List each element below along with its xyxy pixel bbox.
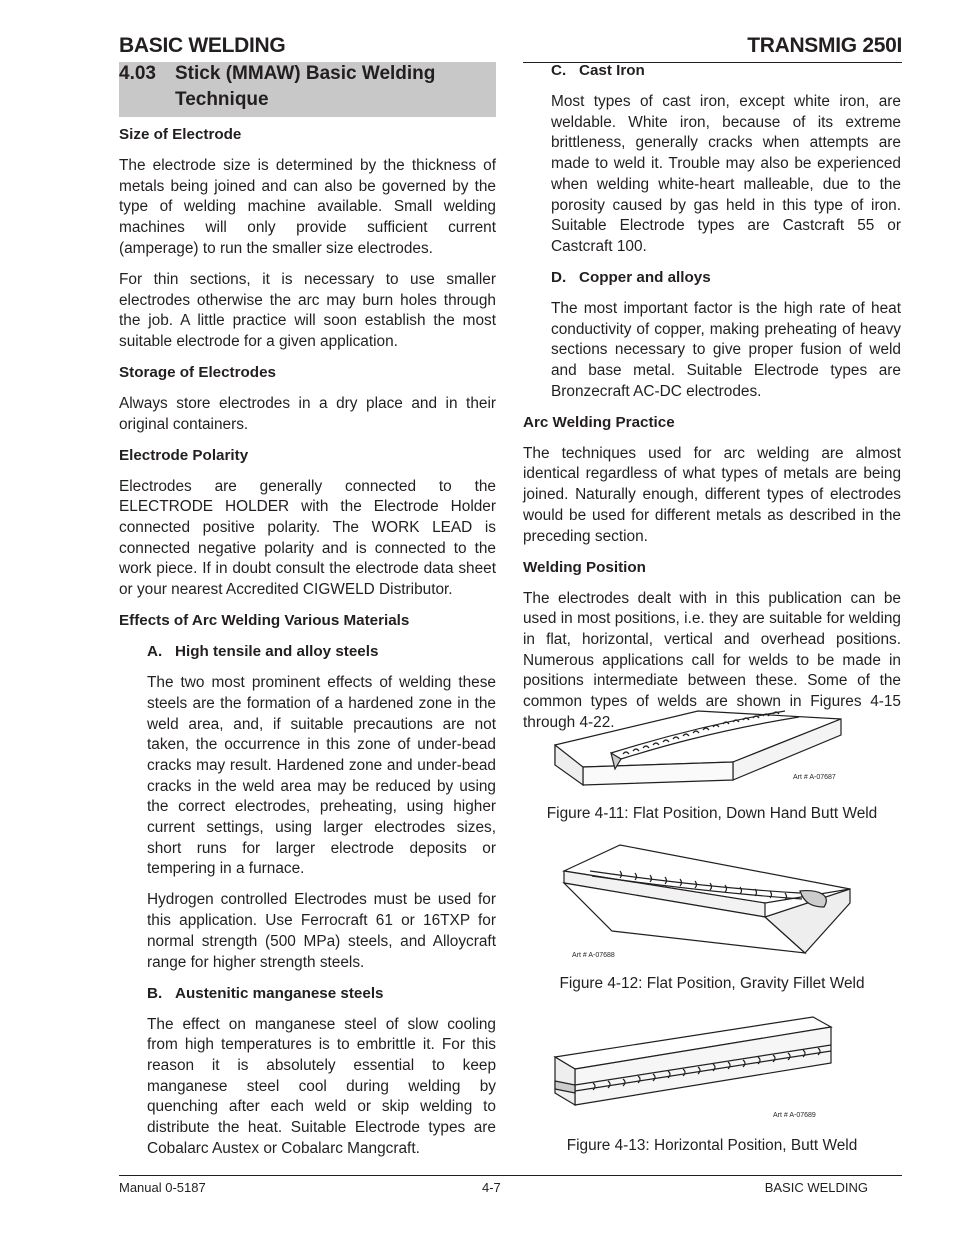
figure-butt-weld-illustration — [553, 707, 853, 792]
subheading-b — [119, 984, 496, 1005]
paragraph: Hydrogen controlled Electrodes must be used for this application. Use Ferrocraft 61 or 16TXP for normal strength (500 MPa) steels, and Alloycraft range for higher strength steels. — [147, 891, 496, 971]
subheading-text: Copper and alloys — [579, 268, 711, 286]
heading-effects: Effects of Arc Welding Various Materials — [119, 612, 410, 630]
paragraph: The most important factor is the high rate of heat conductivity of copper, making preheating of heavy sections necessary to give proper fusion of weld and base metal. Suitable Electrode types are Bronzecraft AC-DC electrodes. — [551, 299, 901, 400]
section-title — [119, 61, 496, 113]
subheading-text: Austenitic manganese steels — [175, 984, 384, 1002]
section-number: 4.03 — [119, 63, 156, 84]
heading-polarity: Electrode Polarity — [119, 446, 249, 464]
subheading-text: High tensile and alloy steels — [175, 643, 379, 661]
figure-caption: Figure 4-12: Flat Position, Gravity Fillet Weld — [559, 975, 865, 992]
footer-rule — [119, 1175, 902, 1176]
paragraph: Always store electrodes in a dry place and in their original containers. — [119, 394, 496, 433]
paragraph: The electrode size is determined by the thickness of metals being joined and can also be governed by the type of welding machine available. Small welding machines will only provide sufficient current (amperage) to run the smaller size electrodes. — [119, 157, 496, 257]
paragraph: The two most prominent effects of welding these steels are the formation of a hardened zone in the weld area, and, if suitable precautions are not taken, the occurrence in this zone of under-bead cracks may result. Hardened zone and under-bead cracks in the weld area may be reduced by using the correct electrodes, preheating, using higher current settings, using larger electrodes sizes, short runs for larger electrode deposits or tempering in a furnace. — [147, 674, 496, 878]
heading-storage: Storage of Electrodes — [119, 363, 276, 381]
subheading-a — [119, 642, 496, 663]
heading-position: Welding Position — [523, 558, 646, 576]
figure-caption: Figure 4-13: Horizontal Position, Butt Weld — [566, 1137, 858, 1154]
figure-art-number: Art # A-07687 — [793, 774, 836, 781]
subheading-text: Cast Iron — [579, 62, 645, 79]
footer-manual: Manual 0-5187 — [119, 1180, 206, 1195]
header-right: TRANSMIG 250I — [747, 34, 902, 57]
paragraph: The techniques used for arc welding are almost identical regardless of what types of metals are being joined. Naturally enough, different types of electrodes would be used for different metals as described in the preceding section. — [523, 444, 901, 545]
subheading-label: B. — [147, 984, 163, 1002]
right-column — [523, 61, 901, 744]
figure-art-number: Art # A-07689 — [773, 1112, 816, 1119]
section-title-line2: Technique — [175, 89, 269, 110]
subheading-label: D. — [551, 268, 567, 286]
section-title-line1: Stick (MMAW) Basic Welding — [175, 63, 436, 84]
heading-size-of-electrode: Size of Electrode — [119, 126, 242, 143]
left-column — [119, 125, 496, 1170]
heading-practice: Arc Welding Practice — [523, 413, 675, 431]
footer-page-number: 4-7 — [482, 1180, 501, 1195]
figure-caption: Figure 4-11: Flat Position, Down Hand Butt Weld — [546, 805, 878, 822]
figure-art-number: Art # A-07688 — [572, 952, 615, 959]
paragraph: The effect on manganese steel of slow cooling from high temperatures is to embrittle it. For this reason it is absolutely essential to keep manganese steel cool during welding by quenching after each weld or skip welding to distribute the heat. Suitable Electrode types are Cobalarc Austex or Cobalarc Mangcraft. — [147, 1015, 496, 1157]
paragraph: For thin sections, it is necessary to use smaller electrodes otherwise the arc may burn holes through the job. A little practice will soon establish the most suitable electrode for a given application. — [119, 270, 496, 350]
figure-horizontal-butt-weld-illustration — [553, 1015, 838, 1130]
header-left: BASIC WELDING — [119, 34, 286, 57]
subheading-c — [523, 61, 901, 82]
paragraph: The electrodes dealt with in this publication can be used in most positions, i.e. they are suitable for welding in flat, horizontal, vertical and overhead positions. Numerous applications call for welds to be made in positions intermediate between these. Some of the common types of welds are shown in Figures 4-15 through 4-22. — [523, 589, 901, 731]
subheading-d — [523, 268, 901, 289]
paragraph: Most types of cast iron, except white iron, are weldable. White iron, because of its extreme brittleness, generally cracks when attempts are made to weld it. Trouble may also be experienced when welding white-heart malleable, due to the porosity caused by gas held in this type of iron. Suitable Electrode types are Castcraft 55 or Castcraft 100. — [551, 93, 901, 255]
subheading-label: A. — [147, 643, 163, 661]
figure-fillet-weld-illustration — [560, 843, 860, 963]
paragraph: Electrodes are generally connected to the ELECTRODE HOLDER with the Electrode Holder connected positive polarity. The WORK LEAD is connected negative polarity and is connected to the work piece. If in doubt consult the electrode data sheet or your nearest Accredited CIGWELD Distributor. — [119, 477, 496, 599]
footer-section: BASIC WELDING — [764, 1180, 868, 1195]
subheading-label: C. — [551, 62, 567, 79]
